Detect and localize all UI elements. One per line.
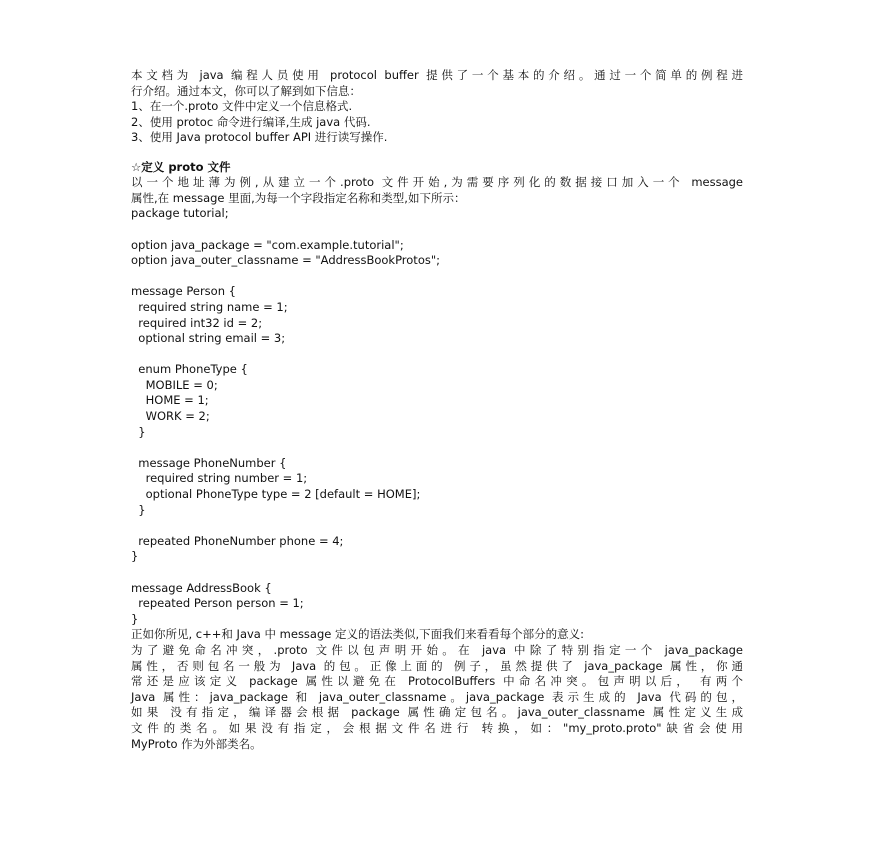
code-line	[131, 565, 743, 581]
code-line: message AddressBook {	[131, 580, 272, 595]
code-line: required string number = 1;	[131, 471, 308, 486]
intro-section	[131, 68, 743, 146]
code-line: optional string email = 3;	[131, 331, 286, 346]
code-line	[131, 518, 743, 534]
code-line: MOBILE = 0;	[131, 377, 218, 392]
explanation-line: Java 属性：java_package 和 java_outer_classname。java_package 表示生成的 Java 代码的包，	[131, 689, 743, 704]
description-line: 以一个地址薄为例,从建立一个.proto 文件开始,为需要序列化的数据接口加入一个 message	[131, 175, 743, 190]
explanation-line: 属性，否则包名一般为 Java 的包。正像上面的 例子，虽然提供了 java_package 属性，你通	[131, 658, 743, 673]
description-line: 属性,在 message 里面,为每一个字段指定名称和类型,如下所示：	[131, 190, 466, 205]
code-line	[131, 440, 743, 456]
intro-line: 本文档为 java 编程人员使用 protocol buffer 提供了一个基本的介绍。通过一个简单的例程进	[131, 68, 743, 82]
list-item: 1、在一个.proto 文件中定义一个信息格式.	[131, 99, 353, 114]
code-line: }	[131, 424, 146, 439]
explanation-line: 如果 没有指定，编译器会根据 package 属性确定包名。java_outer_classname 属性定义生成	[131, 705, 743, 720]
document-page	[131, 68, 743, 752]
code-line: }	[131, 611, 139, 626]
code-line: repeated Person person = 1;	[131, 596, 304, 611]
code-line: WORK = 2;	[131, 409, 210, 424]
list-item: 3、使用 Java protocol buffer API 进行读写操作.	[131, 130, 388, 145]
code-line: package tutorial;	[131, 206, 229, 221]
code-line	[131, 269, 743, 285]
code-line: enum PhoneType {	[131, 362, 248, 377]
code-line: option java_outer_classname = "AddressBookProtos";	[131, 253, 441, 268]
description-section	[131, 175, 743, 206]
section-heading: ☆定义 proto 文件	[131, 159, 231, 174]
code-line: required string name = 1;	[131, 299, 288, 314]
code-line: message PhoneNumber {	[131, 455, 287, 470]
code-line	[131, 347, 743, 363]
code-line: option java_package = "com.example.tutorial";	[131, 237, 404, 252]
explanation-line: 正如你所见, c++和 Java 中 message 定义的语法类似,下面我们来看看每个部分的意义:	[131, 627, 585, 642]
intro-line: 行介绍。通过本文，你可以了解到如下信息：	[131, 83, 361, 98]
explanation-line: 为了避免命名冲突，.proto 文件以包声明开始。在 java 中除了特别指定一个 java_package	[131, 642, 743, 657]
code-line: HOME = 1;	[131, 393, 209, 408]
code-line: message Person {	[131, 284, 236, 299]
code-block	[131, 206, 743, 627]
code-line	[131, 222, 743, 238]
code-line: required int32 id = 2;	[131, 315, 263, 330]
explanation-line: 文件的类名。如果没有指定，会根据文件名进行 转换，如："my_proto.proto"缺省会使用	[131, 720, 743, 735]
explanation-line: MyProto 作为外部类名。	[131, 736, 262, 751]
explanation-section	[131, 627, 743, 752]
code-line: }	[131, 502, 146, 517]
code-line: optional PhoneType type = 2 [default = HOME];	[131, 487, 421, 502]
code-line: repeated PhoneNumber phone = 4;	[131, 533, 344, 548]
explanation-line: 常还是应该定义 package 属性以避免在 ProtocolBuffers 中命名冲突。包声明以后， 有两个	[131, 674, 743, 689]
list-item: 2、使用 protoc 命令进行编译,生成 java 代码.	[131, 114, 371, 129]
code-line: }	[131, 549, 139, 564]
